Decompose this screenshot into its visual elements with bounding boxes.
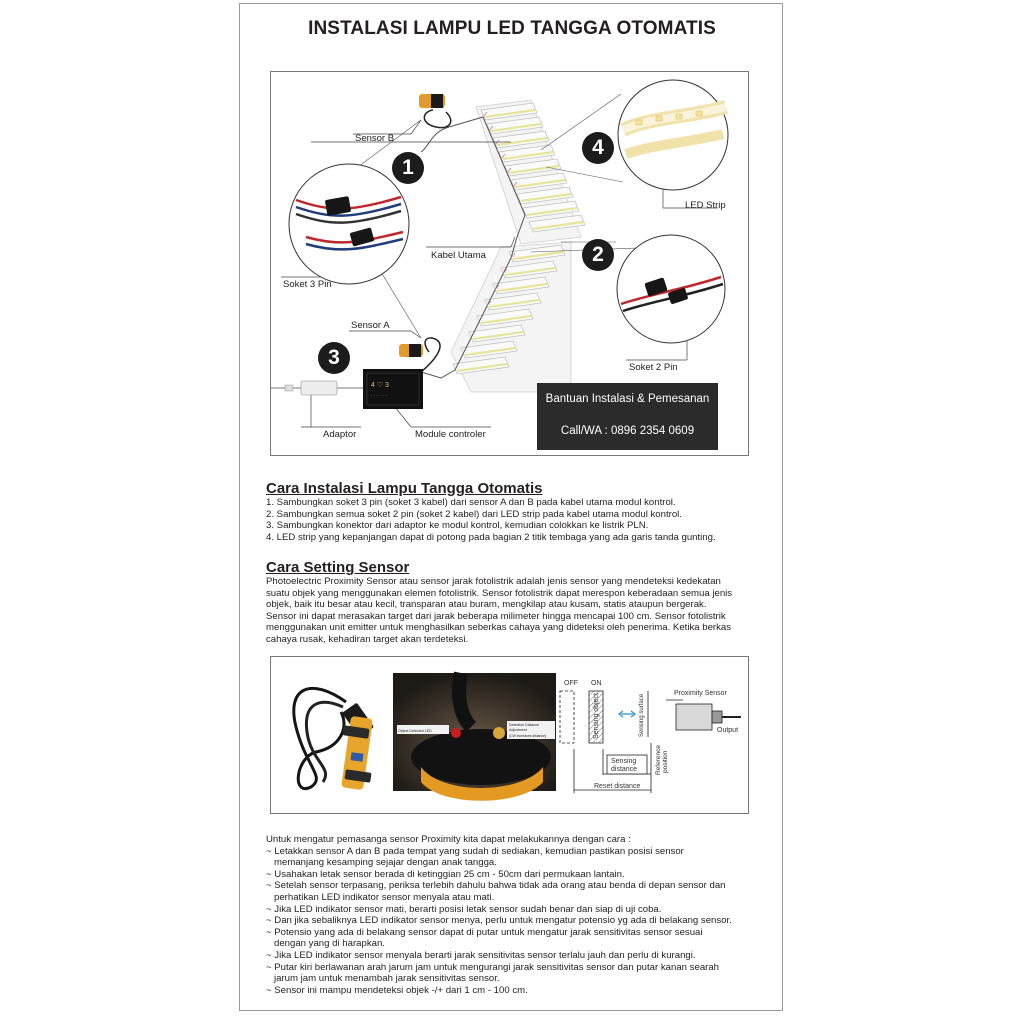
svg-text:· · · · · · ·: · · · · · · · <box>371 393 387 398</box>
tip-line: perhatikan LED indikator sensor menyala atau mati. <box>274 891 495 903</box>
zoom-led-strip <box>541 80 728 190</box>
tip-line: ~ Setelah sensor terpasang, periksa terlebih dahulu bahwa tidak ada orang atau benda di depan sensor dan <box>266 880 726 892</box>
label-sensing-object: Sensing object <box>593 693 600 739</box>
tip-line: ~ Sensor ini mampu mendeteksi objek -/+ dari 1 cm - 100 cm. <box>266 984 528 996</box>
label-sensor-a: Sensor A <box>351 320 390 331</box>
contact-heading: Bantuan Instalasi & Pemesanan <box>545 393 710 405</box>
module-controler <box>363 369 423 409</box>
tip-line: dengan yang di harapkan. <box>274 938 385 950</box>
label-closeup-right1: Detection Distance <box>509 723 540 727</box>
installation-diagram <box>270 71 749 456</box>
sensor-b <box>419 94 451 128</box>
setting-line: Sensor ini dapat merasakan target dari jarak beberapa milimeter hingga mencapai 100 cm. Sensor fotolistrik <box>266 610 726 622</box>
install-steps <box>266 497 781 543</box>
install-step: 3. Sambungkan konektor dari adaptor ke modul kontrol, kemudian colokkan ke listrik PLN. <box>266 520 649 532</box>
label-reference-position-2: position <box>662 750 669 773</box>
tip-line: ~ Usahakan letak sensor berada di ketinggian 25 cm - 50cm dari permukaan lantain. <box>266 868 625 880</box>
tip-line: ~ Putar kiri berlawanan arah jarum jam untuk mengurangi jarak sensitivitas sensor dan putar kanan searah <box>266 961 720 973</box>
contact-box <box>537 383 718 450</box>
label-closeup-right2: Adjustment <box>509 728 527 732</box>
tip-line: ~ Jika LED indikator sensor mati, berarti posisi letak sensor sudah benar dan siap di uji coba. <box>266 903 662 915</box>
sensor-photo <box>294 688 374 790</box>
tips-intro: Untuk mengatur pemasanga sensor Proximity kita dapat melakukannya dengan cara : <box>266 834 631 845</box>
label-soket-3-pin: Soket 3 Pin <box>283 279 332 290</box>
label-reset-distance: Reset distance <box>594 783 641 790</box>
upper-staircase <box>476 100 585 244</box>
step-number-2: 2 <box>582 239 614 271</box>
label-proximity-sensor: Proximity Sensor <box>674 690 727 697</box>
label-module-controler: Module controler <box>415 429 486 440</box>
setting-line: objek, baik itu besar atau kecil, transparan atau buram, mengkilap atau kusam, statis ataupun bergerak. <box>266 599 707 611</box>
install-step: 2. Sambungkan semua soket 2 pin (soket 2 kabel) dari LED strip pada kabel utama modul kontrol. <box>266 508 682 520</box>
install-step: 1. Sambungkan soket 3 pin (soket 3 kabel) dari sensor A dan B pada kabel utama modul kontrol. <box>266 497 676 508</box>
label-reference-position: Reference <box>655 745 662 775</box>
install-heading: Cara Instalasi Lampu Tangga Otomatis <box>266 480 543 497</box>
label-output: Output <box>717 727 739 734</box>
tips-list <box>266 846 781 997</box>
contact-phone: Call/WA : 0896 2354 0609 <box>560 425 695 437</box>
label-kabel-utama: Kabel Utama <box>431 250 486 261</box>
page-title: INSTALASI LAMPU LED TANGGA OTOMATIS <box>308 18 716 39</box>
tip-line: memanjang kesamping sejajar dengan anak tangga. <box>274 857 497 869</box>
step-number-3: 3 <box>318 342 350 374</box>
label-off: OFF <box>564 680 578 687</box>
label-adaptor: Adaptor <box>323 429 357 440</box>
setting-line: Photoelectric Proximity Sensor atau sensor jarak fotolistrik adalah jenis sensor yang mendeteksi kedekatan <box>266 576 721 587</box>
label-sensing-distance: Sensing <box>611 758 637 765</box>
adaptor <box>271 381 363 395</box>
tip-line: jarum jam untuk menambah jarak sensitivitas sensor. <box>274 973 500 985</box>
tip-line: ~ Letakkan sensor A dan B pada tempat yang sudah di sediakan, kemudian pastikan posisi sensor <box>266 845 684 857</box>
label-sensing-distance-2: distance <box>611 766 638 773</box>
label-closeup-left: Object Detected LED <box>398 729 432 733</box>
sensor-a <box>399 338 440 372</box>
tip-line: ~ Jika LED indikator sensor menyala berarti jarak sensitivitas sensor terlalu jauh dan perlu di kurangi. <box>266 949 696 961</box>
setting-line: suatu objek yang menggunakan elemen fotolistrik. Sensor fotolistrik dapat merespon keberadaan semua jenis <box>266 587 733 599</box>
setting-heading: Cara Setting Sensor <box>266 559 410 576</box>
setting-line: cahaya rusak, kehadiran target akan terdeteksi. <box>266 633 469 645</box>
sensing-diagram <box>560 691 741 793</box>
sensor-figure-graphic <box>271 657 748 813</box>
tip-line: ~ Potensio yang ada di belakang sensor dapat di putar untuk mengatur jarak sensitivitas sensor sesuai <box>266 926 703 938</box>
label-led-strip: LED Strip <box>685 200 726 211</box>
step-number-1: 1 <box>392 152 424 184</box>
setting-description <box>266 576 781 646</box>
setting-line: menggunakan unit emitter untuk menghasilkan seberkas cahaya yang dideteksi oleh penerima. Ketika berkas <box>266 622 732 634</box>
label-sensor-b: Sensor B <box>355 133 395 144</box>
tip-line: ~ Dan jika sebaliknya LED indikator sensor menya, perlu untuk mengatur potensio yg ada di belakang sensor. <box>266 915 732 927</box>
install-step: 4. LED strip yang kepanjangan dapat di potong pada bagian 2 titik tembaga yang ada garis tanda gunting. <box>266 531 716 543</box>
sensor-figure <box>270 656 749 814</box>
label-closeup-right3: (CW Increases distance) <box>509 734 547 738</box>
instruction-sheet <box>239 3 783 1011</box>
lower-staircase <box>451 242 571 392</box>
label-sensing-surface: Sensing surface <box>639 693 645 737</box>
svg-text:4 ♡ 3: 4 ♡ 3 <box>371 382 389 389</box>
step-number-4: 4 <box>582 132 614 164</box>
label-soket-2-pin: Soket 2 Pin <box>629 362 678 373</box>
setting-tips <box>266 834 781 996</box>
label-on: ON <box>591 680 602 687</box>
